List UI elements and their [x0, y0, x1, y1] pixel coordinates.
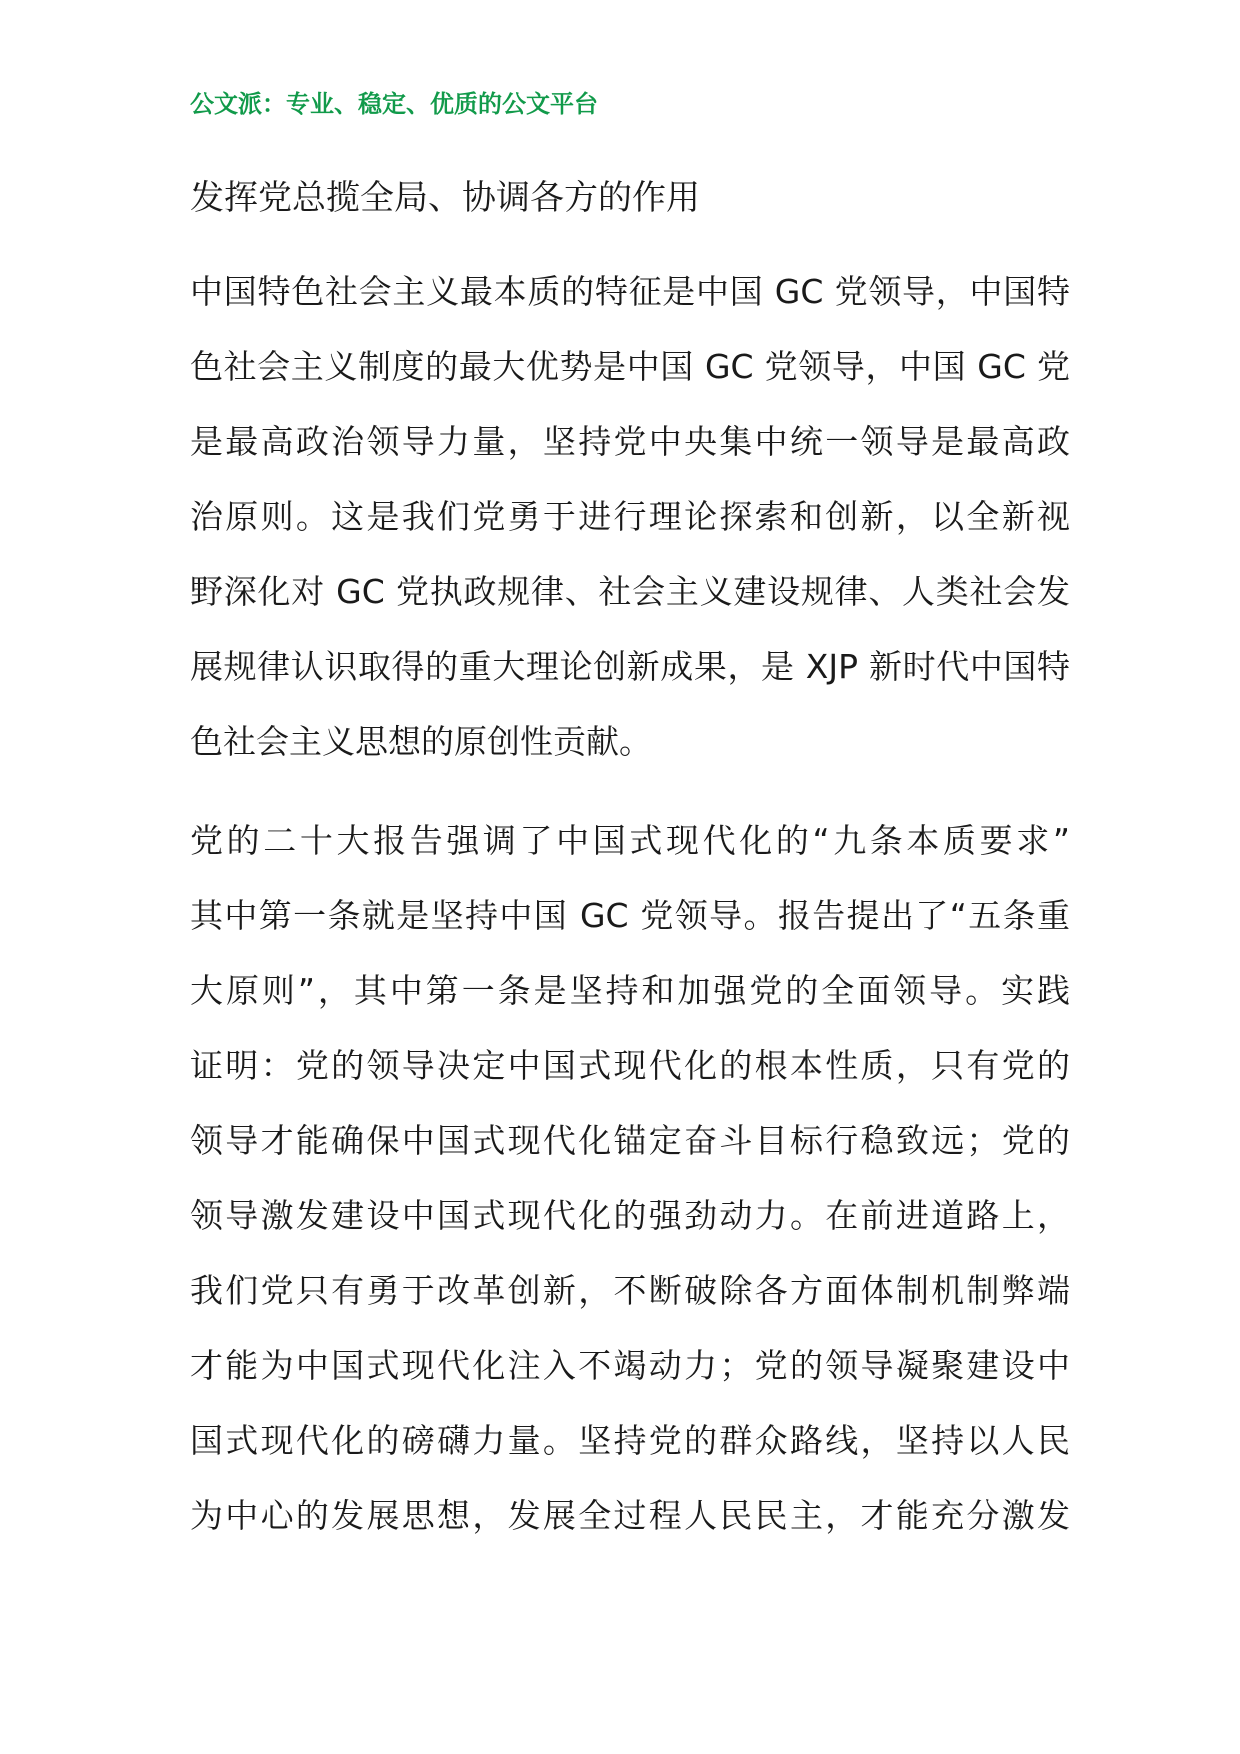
paragraph-line: 大原则”，其中第一条是坚持和加强党的全面领导。实践 [190, 971, 1070, 1010]
paragraph-line: 我们党只有勇于改革创新，不断破除各方面体制机制弊端 [190, 1271, 1070, 1310]
paragraph-line: 国式现代化的磅礴力量。坚持党的群众路线，坚持以人民 [190, 1421, 1070, 1460]
body-paragraph-1 [190, 254, 1070, 779]
paragraph-line: 色社会主义思想的原创性贡献。 [190, 722, 652, 761]
site-tagline: 公文派：专业、稳定、优质的公文平台 [190, 90, 598, 118]
body-paragraph-2 [190, 803, 1070, 1553]
paragraph-line: 为中心的发展思想，发展全过程人民民主，才能充分激发 [190, 1496, 1070, 1535]
paragraph-line: 是最高政治领导力量，坚持党中央集中统一领导是最高政 [190, 422, 1070, 461]
paragraph-line: 野深化对 GC 党执政规律、社会主义建设规律、人类社会发 [190, 572, 1070, 611]
paragraph-line: 才能为中国式现代化注入不竭动力；党的领导凝聚建设中 [190, 1346, 1070, 1385]
paragraph-line: 治原则。这是我们党勇于进行理论探索和创新，以全新视 [190, 497, 1070, 536]
paragraph-line: 其中第一条就是坚持中国 GC 党领导。报告提出了“五条重 [190, 896, 1070, 935]
paragraph-line: 中国特色社会主义最本质的特征是中国 GC 党领导，中国特 [190, 272, 1070, 311]
paragraph-line: 领导激发建设中国式现代化的强劲动力。在前进道路上， [190, 1196, 1070, 1235]
paragraph-line: 党的二十大报告强调了中国式现代化的“九条本质要求” [190, 821, 1070, 860]
paragraph-line: 色社会主义制度的最大优势是中国 GC 党领导，中国 GC 党 [190, 347, 1070, 386]
paragraph-line: 领导才能确保中国式现代化锚定奋斗目标行稳致远；党的 [190, 1121, 1070, 1160]
paragraph-line: 证明：党的领导决定中国式现代化的根本性质，只有党的 [190, 1046, 1070, 1085]
paragraph-line: 展规律认识取得的重大理论创新成果，是 XJP 新时代中国特 [190, 647, 1070, 686]
document-title: 发挥党总揽全局、协调各方的作用 [190, 178, 700, 218]
